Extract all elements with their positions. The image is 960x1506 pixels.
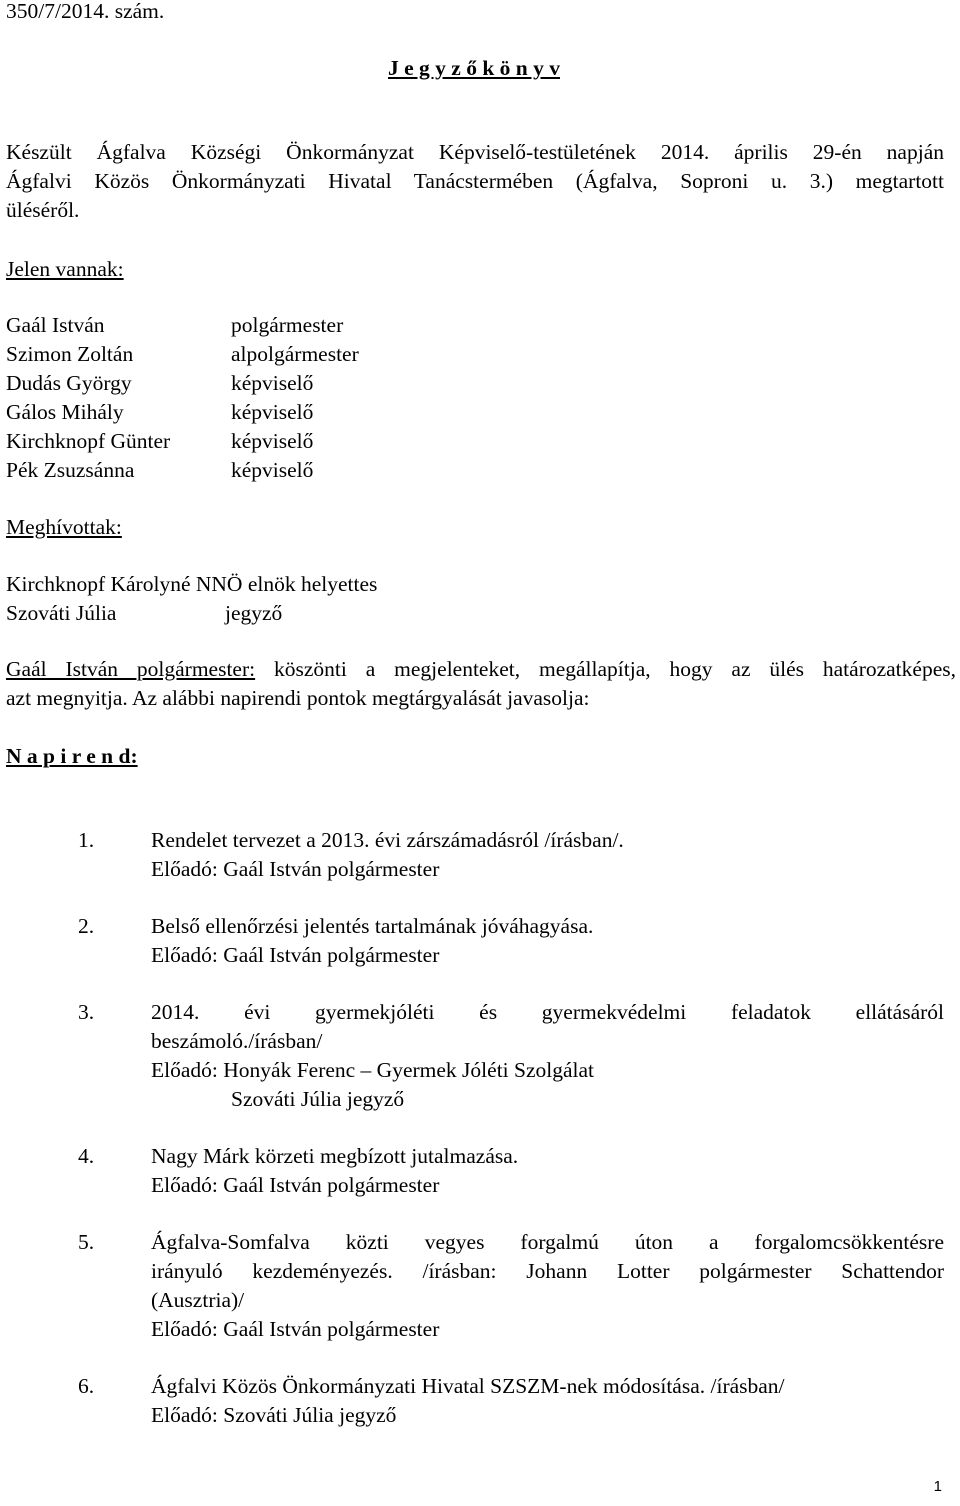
opening-line-1 bbox=[6, 655, 956, 684]
guest-row bbox=[6, 599, 706, 628]
guest-role: NNÖ elnök helyettes bbox=[195, 572, 378, 596]
agenda-item-presenter: Előadó: Gaál István polgármester bbox=[151, 1317, 440, 1341]
intro-line-2: Ágfalvi Közös Önkormányzati Hivatal Tanácstermében (Ágfalva, Soproni u. 3.) megtartott bbox=[6, 169, 944, 193]
opening-text-1: köszönti a megjelenteket, megállapítja, hogy az ülés határozatképes, bbox=[255, 657, 956, 681]
agenda-item-number: 6. bbox=[78, 1374, 95, 1398]
agenda-item-text: irányuló kezdeményezés. /írásban: Johann Lotter polgármester Schattendor bbox=[151, 1259, 944, 1283]
intro-line-3: üléséről. bbox=[6, 198, 80, 222]
agenda-item-text: Belső ellenőrzési jelentés tartalmának jóváhagyása. bbox=[151, 914, 594, 938]
agenda-heading: N a p i r e n d: bbox=[6, 744, 138, 768]
invited-list bbox=[6, 570, 706, 628]
guest-name: Kirchknopf Károlyné bbox=[6, 572, 191, 596]
member-role: képviselő bbox=[231, 429, 314, 453]
agenda-item-number: 5. bbox=[78, 1230, 95, 1254]
agenda-item-presenter: Előadó: Gaál István polgármester bbox=[151, 1173, 440, 1197]
member-name: Pék Zsuzsánna bbox=[6, 458, 135, 482]
agenda-item bbox=[78, 998, 944, 1114]
opening-line-2: azt megnyitja. Az alábbi napirendi pontok megtárgyalását javasolja: bbox=[6, 686, 590, 710]
page-number: 1 bbox=[933, 1478, 942, 1495]
opening-paragraph bbox=[6, 655, 956, 713]
agenda-item-text: 2014. évi gyermekjóléti és gyermekvédelmi feladatok ellátásáról bbox=[151, 1000, 944, 1024]
agenda-item-text: (Ausztria)/ bbox=[151, 1288, 245, 1312]
agenda-item-presenter-2: Szováti Júlia jegyző bbox=[231, 1087, 405, 1111]
invited-heading: Meghívottak: bbox=[6, 515, 122, 539]
agenda-item-presenter: Előadó: Gaál István polgármester bbox=[151, 857, 440, 881]
present-roles bbox=[231, 311, 359, 485]
member-name: Gaál István bbox=[6, 313, 105, 337]
member-name: Dudás György bbox=[6, 371, 132, 395]
member-role: alpolgármester bbox=[231, 342, 359, 366]
guest-row bbox=[6, 570, 706, 599]
member-role: képviselő bbox=[231, 400, 314, 424]
agenda-item-text: beszámoló./írásban/ bbox=[151, 1029, 323, 1053]
agenda-item bbox=[78, 1142, 944, 1200]
agenda-item bbox=[78, 826, 944, 884]
agenda-item bbox=[78, 1372, 944, 1430]
present-heading: Jelen vannak: bbox=[6, 257, 124, 281]
agenda-item-text: Ágfalva-Somfalva közti vegyes forgalmú úton a forgalomcsökkentésre bbox=[151, 1230, 944, 1254]
agenda-item bbox=[78, 1228, 944, 1344]
agenda-item-number: 3. bbox=[78, 1000, 95, 1024]
guest-role: jegyző bbox=[225, 601, 283, 625]
member-name: Gálos Mihály bbox=[6, 400, 124, 424]
member-name: Kirchknopf Günter bbox=[6, 429, 171, 453]
agenda-item-presenter: Előadó: Gaál István polgármester bbox=[151, 943, 440, 967]
member-role: képviselő bbox=[231, 371, 314, 395]
agenda-item-text: Nagy Márk körzeti megbízott jutalmazása. bbox=[151, 1144, 519, 1168]
document-number: 350/7/2014. szám. bbox=[6, 0, 165, 23]
member-name: Szimon Zoltán bbox=[6, 342, 134, 366]
intro-line-1: Készült Ágfalva Községi Önkormányzat Képviselő-testületének 2014. április 29-én napján bbox=[6, 140, 944, 164]
present-list bbox=[6, 311, 606, 485]
agenda-item-number: 1. bbox=[78, 828, 95, 852]
intro-paragraph bbox=[6, 138, 944, 225]
opening-speaker: Gaál István polgármester: bbox=[6, 657, 256, 681]
agenda-item bbox=[78, 912, 944, 970]
member-role: polgármester bbox=[231, 313, 344, 337]
agenda-item-number: 2. bbox=[78, 914, 95, 938]
document-title: J e g y z ő k ö n y v bbox=[388, 56, 560, 80]
member-role: képviselő bbox=[231, 458, 314, 482]
guest-name: Szováti Júlia bbox=[6, 601, 117, 625]
agenda-item-text: Rendelet tervezet a 2013. évi zárszámadásról /írásban/. bbox=[151, 828, 624, 852]
agenda-item-presenter: Előadó: Szováti Júlia jegyző bbox=[151, 1403, 397, 1427]
agenda-item-number: 4. bbox=[78, 1144, 95, 1168]
agenda-item-text: Ágfalvi Közös Önkormányzati Hivatal SZSZM-nek módosítása. /írásban/ bbox=[151, 1374, 785, 1398]
agenda-item-presenter: Előadó: Honyák Ferenc – Gyermek Jóléti Szolgálat bbox=[151, 1058, 595, 1082]
